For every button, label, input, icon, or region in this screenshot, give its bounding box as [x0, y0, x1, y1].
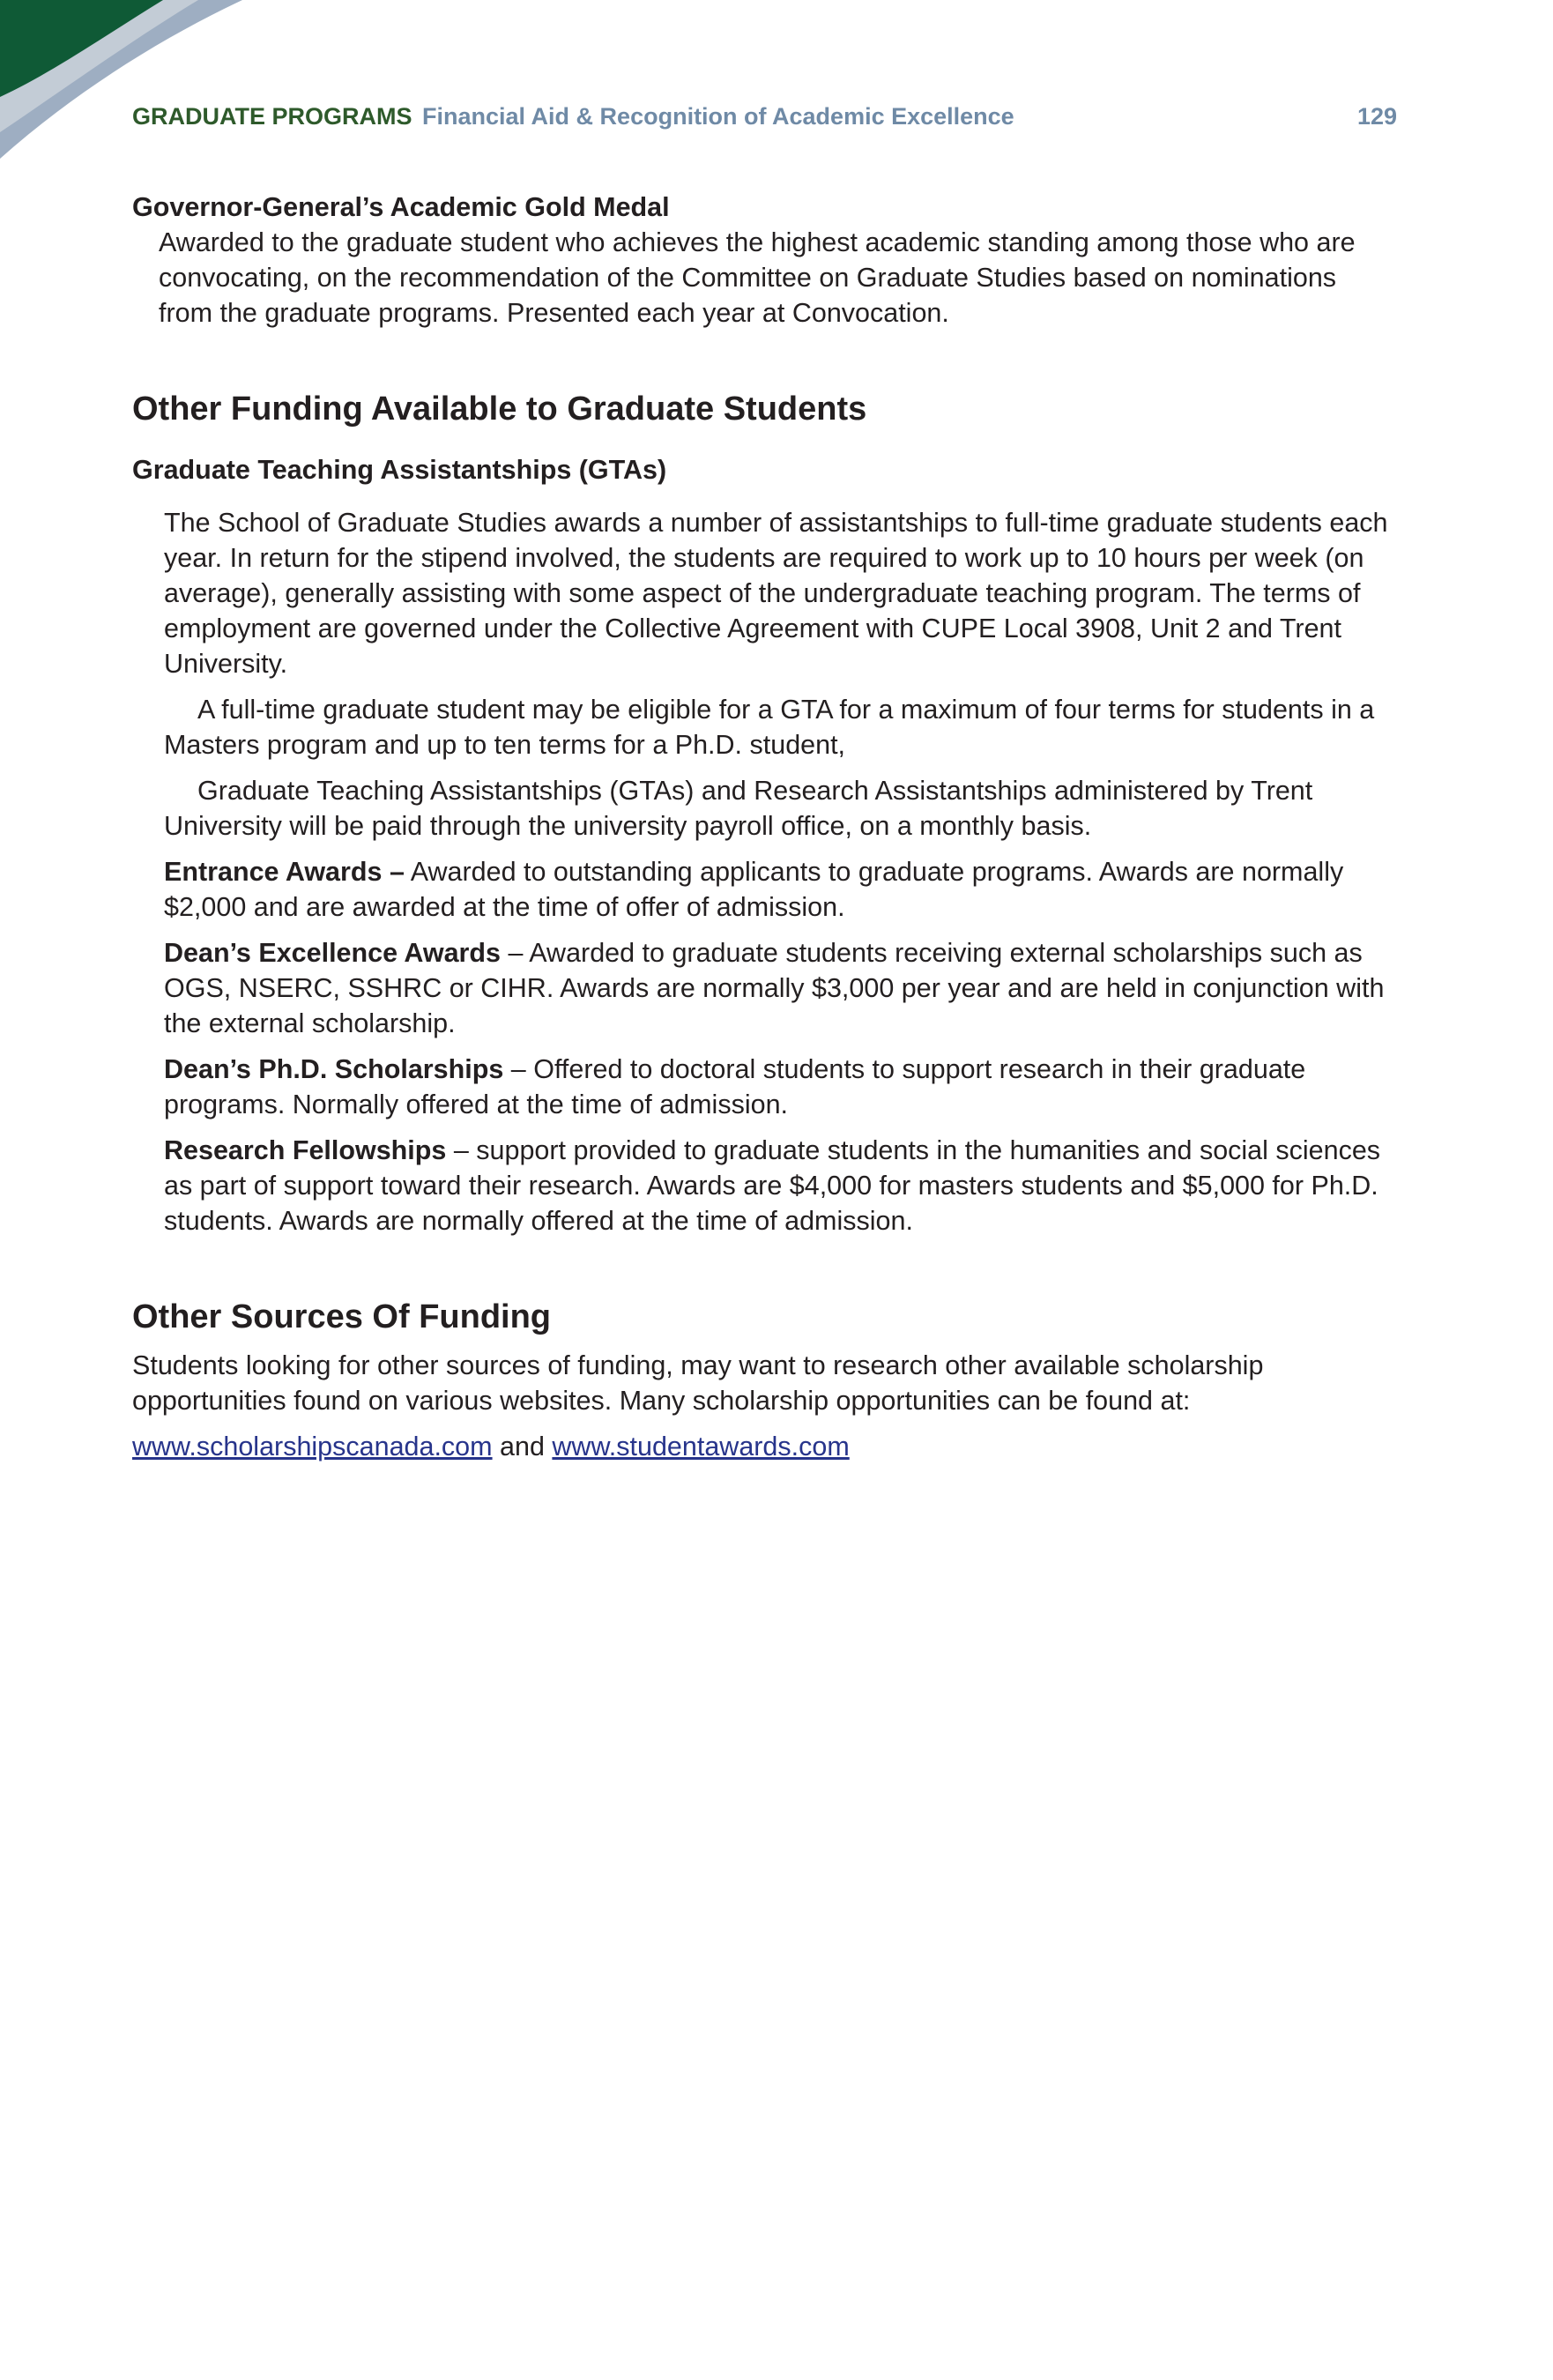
award-description: Awarded to outstanding applicants to graduate programs. Awards are normally $2,000 and are awarded at the time of offer of admission. — [164, 857, 1344, 922]
award-description: – Offered to doctoral students to support research in their graduate programs. Normally offered at the time of admission. — [164, 1054, 1306, 1119]
award-label: Dean’s Excellence Awards — [164, 938, 502, 968]
page-number: 129 — [1356, 103, 1397, 130]
award-description: – Awarded to graduate students receiving external scholarships such as OGS, NSERC, SSHRC or CIHR. Awards are normally $3,000 per year and are held in conjunction with the external scholarship. — [164, 938, 1385, 1038]
header-section-label: GRADUATE PROGRAMS — [132, 103, 412, 130]
award-entry-entrance — [164, 854, 1410, 925]
page-content — [132, 190, 1410, 1464]
gta-section — [164, 505, 1410, 1238]
medal-description: Awarded to the graduate student who achieves the highest academic standing among those who are convocating, on the recommendation of the Committee on Graduate Studies based on nominations from the graduate programs. Presented each year at Convocation. — [159, 227, 1356, 328]
gta-paragraph: Graduate Teaching Assistantships (GTAs) and Research Assistantships administered by Trent University will be paid through the university payroll office, on a monthly basis. — [164, 776, 1313, 841]
medal-title: Governor-General’s Academic Gold Medal — [132, 192, 670, 222]
other-sources-heading: Other Sources Of Funding — [132, 1298, 552, 1335]
award-label: Research Fellowships — [164, 1135, 447, 1165]
other-sources-description: Students looking for other sources of funding, may want to research other available scholarship opportunities found on various websites. Many scholarship opportunities can be found at: — [132, 1350, 1264, 1416]
gta-subheading: Graduate Teaching Assistantships (GTAs) — [132, 455, 667, 485]
award-entry-deans-excellence — [164, 935, 1410, 1041]
award-label: Dean’s Ph.D. Scholarships — [164, 1054, 504, 1084]
studentawards-link[interactable]: www.studentawards.com — [552, 1432, 850, 1461]
running-header — [132, 99, 1397, 134]
links-connector: and — [492, 1432, 553, 1461]
gta-paragraph: The School of Graduate Studies awards a number of assistantships to full-time graduate students each year. In return for the stipend involved, the students are required to work up to 10 hours per week (on average), generally assisting with some aspect of the undergraduate teaching program. The terms of employment are governed under the Collective Agreement with CUPE Local 3908, Unit 2 and Trent University. — [164, 508, 1388, 679]
scholarship-links — [132, 1429, 1410, 1464]
corner-decoration — [0, 0, 247, 159]
scholarshipscanada-link[interactable]: www.scholarshipscanada.com — [132, 1432, 493, 1461]
other-funding-heading: Other Funding Available to Graduate Students — [132, 390, 867, 428]
award-description: – support provided to graduate students in the humanities and social sciences as part of support toward their research. Awards are $4,000 for masters students and $5,000 for Ph.D. students. Awards are normally offered at the time of admission. — [164, 1135, 1381, 1236]
award-label: Entrance Awards – — [164, 857, 405, 887]
award-entry-research-fellowships — [164, 1133, 1410, 1238]
gta-paragraph: A full-time graduate student may be eligible for a GTA for a maximum of four terms for students in a Masters program and up to ten terms for a Ph.D. student, — [164, 695, 1375, 760]
header-title: Financial Aid & Recognition of Academic Excellence — [422, 103, 1014, 130]
award-entry-deans-phd — [164, 1052, 1410, 1122]
